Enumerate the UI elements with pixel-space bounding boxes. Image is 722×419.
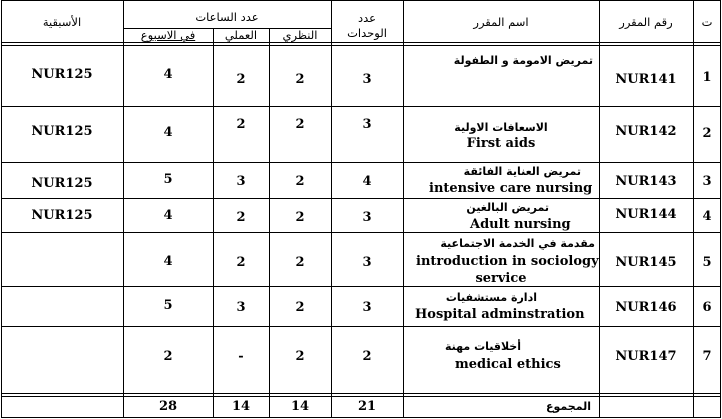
header-units-line1: عدد bbox=[357, 11, 377, 25]
row-name-en-2: service bbox=[475, 271, 527, 286]
row-name-en: First aids bbox=[466, 136, 536, 151]
totals-label: المجموع bbox=[546, 400, 591, 413]
row-prereq: NUR125 bbox=[31, 67, 93, 82]
row-name-ar: تمريض البالغين bbox=[466, 201, 549, 214]
row-practical: 2 bbox=[236, 210, 246, 225]
row-practical: 2 bbox=[236, 255, 246, 270]
row-name-ar: تمريض العناية الفائقة bbox=[463, 165, 581, 178]
totals-theory: 14 bbox=[290, 399, 310, 414]
row-weekly: 4 bbox=[163, 254, 173, 269]
row-divider bbox=[1, 162, 721, 163]
row-theory: 2 bbox=[295, 210, 305, 225]
row-name-en: intensive care nursing bbox=[429, 181, 593, 196]
row-weekly: 5 bbox=[163, 172, 173, 187]
totals-units: 21 bbox=[357, 399, 377, 414]
row-code: NUR141 bbox=[615, 72, 677, 87]
header-name: اسم المقرر bbox=[473, 15, 529, 29]
row-units: 3 bbox=[362, 72, 372, 87]
row-practical: 2 bbox=[236, 117, 246, 132]
header-hours-group: عدد الساعات bbox=[195, 10, 259, 24]
row-name-en-1: introduction in sociology bbox=[416, 254, 599, 269]
row-practical: 2 bbox=[236, 72, 246, 87]
header-theory: النظري bbox=[282, 28, 318, 42]
row-prereq: NUR125 bbox=[31, 208, 93, 223]
row-theory: 2 bbox=[295, 72, 305, 87]
row-units: 3 bbox=[362, 300, 372, 315]
totals-weekly: 28 bbox=[158, 399, 178, 414]
row-num: 6 bbox=[702, 300, 712, 315]
row-practical: 3 bbox=[236, 174, 246, 189]
row-weekly: 5 bbox=[163, 298, 173, 313]
row-divider bbox=[1, 232, 721, 233]
totals-practical: 14 bbox=[231, 399, 251, 414]
row-units: 3 bbox=[362, 117, 372, 132]
row-name-ar: أخلاقيات مهنة bbox=[445, 340, 521, 353]
row-weekly: 4 bbox=[163, 67, 173, 82]
row-theory: 2 bbox=[295, 117, 305, 132]
row-units: 3 bbox=[362, 255, 372, 270]
row-name-ar: ادارة مستشفيات bbox=[445, 291, 537, 304]
row-units: 3 bbox=[362, 210, 372, 225]
row-practical: - bbox=[238, 349, 244, 364]
totals-divider bbox=[1, 393, 721, 397]
row-code: NUR144 bbox=[615, 207, 677, 222]
row-code: NUR143 bbox=[615, 174, 677, 189]
row-practical: 3 bbox=[236, 300, 246, 315]
row-code: NUR147 bbox=[615, 349, 677, 364]
row-name-en: medical ethics bbox=[455, 357, 561, 372]
header-weekly: في الاسبوع bbox=[140, 28, 196, 42]
row-divider bbox=[1, 106, 721, 107]
row-theory: 2 bbox=[295, 174, 305, 189]
row-num: 3 bbox=[702, 174, 712, 189]
row-num: 2 bbox=[702, 126, 712, 141]
row-divider bbox=[1, 326, 721, 327]
col-divider bbox=[403, 0, 404, 418]
row-divider bbox=[1, 286, 721, 287]
row-theory: 2 bbox=[295, 300, 305, 315]
header-divider bbox=[1, 42, 721, 46]
row-num: 4 bbox=[702, 209, 712, 224]
row-code: NUR142 bbox=[615, 124, 677, 139]
header-prereq: الأسبقية bbox=[42, 15, 82, 29]
row-name-ar: الاسعافات الاولية bbox=[454, 121, 548, 134]
row-units: 4 bbox=[362, 174, 372, 189]
row-name-en: Hospital adminstration bbox=[415, 307, 585, 322]
header-code: رقم المقرر bbox=[619, 15, 673, 29]
row-code: NUR145 bbox=[615, 255, 677, 270]
row-units: 2 bbox=[362, 349, 372, 364]
row-prereq: NUR125 bbox=[31, 124, 93, 139]
row-theory: 2 bbox=[295, 349, 305, 364]
row-name-ar: تمريض الامومة و الطفولة bbox=[453, 54, 593, 67]
header-practical: العملي bbox=[224, 28, 258, 42]
row-weekly: 2 bbox=[163, 349, 173, 364]
row-theory: 2 bbox=[295, 255, 305, 270]
row-prereq: NUR125 bbox=[31, 176, 93, 191]
header-num: ت bbox=[701, 15, 713, 29]
courses-table bbox=[1, 0, 721, 418]
row-weekly: 4 bbox=[163, 208, 173, 223]
row-divider bbox=[1, 198, 721, 199]
row-num: 7 bbox=[702, 349, 712, 364]
row-weekly: 4 bbox=[163, 125, 173, 140]
header-units-line2: الوحدات bbox=[347, 26, 387, 40]
row-code: NUR146 bbox=[615, 300, 677, 315]
row-num: 5 bbox=[702, 255, 712, 270]
row-name-en: Adult nursing bbox=[470, 217, 571, 232]
row-name-ar: مقدمة في الخدمة الاجتماعية bbox=[440, 237, 595, 250]
row-num: 1 bbox=[702, 70, 712, 85]
